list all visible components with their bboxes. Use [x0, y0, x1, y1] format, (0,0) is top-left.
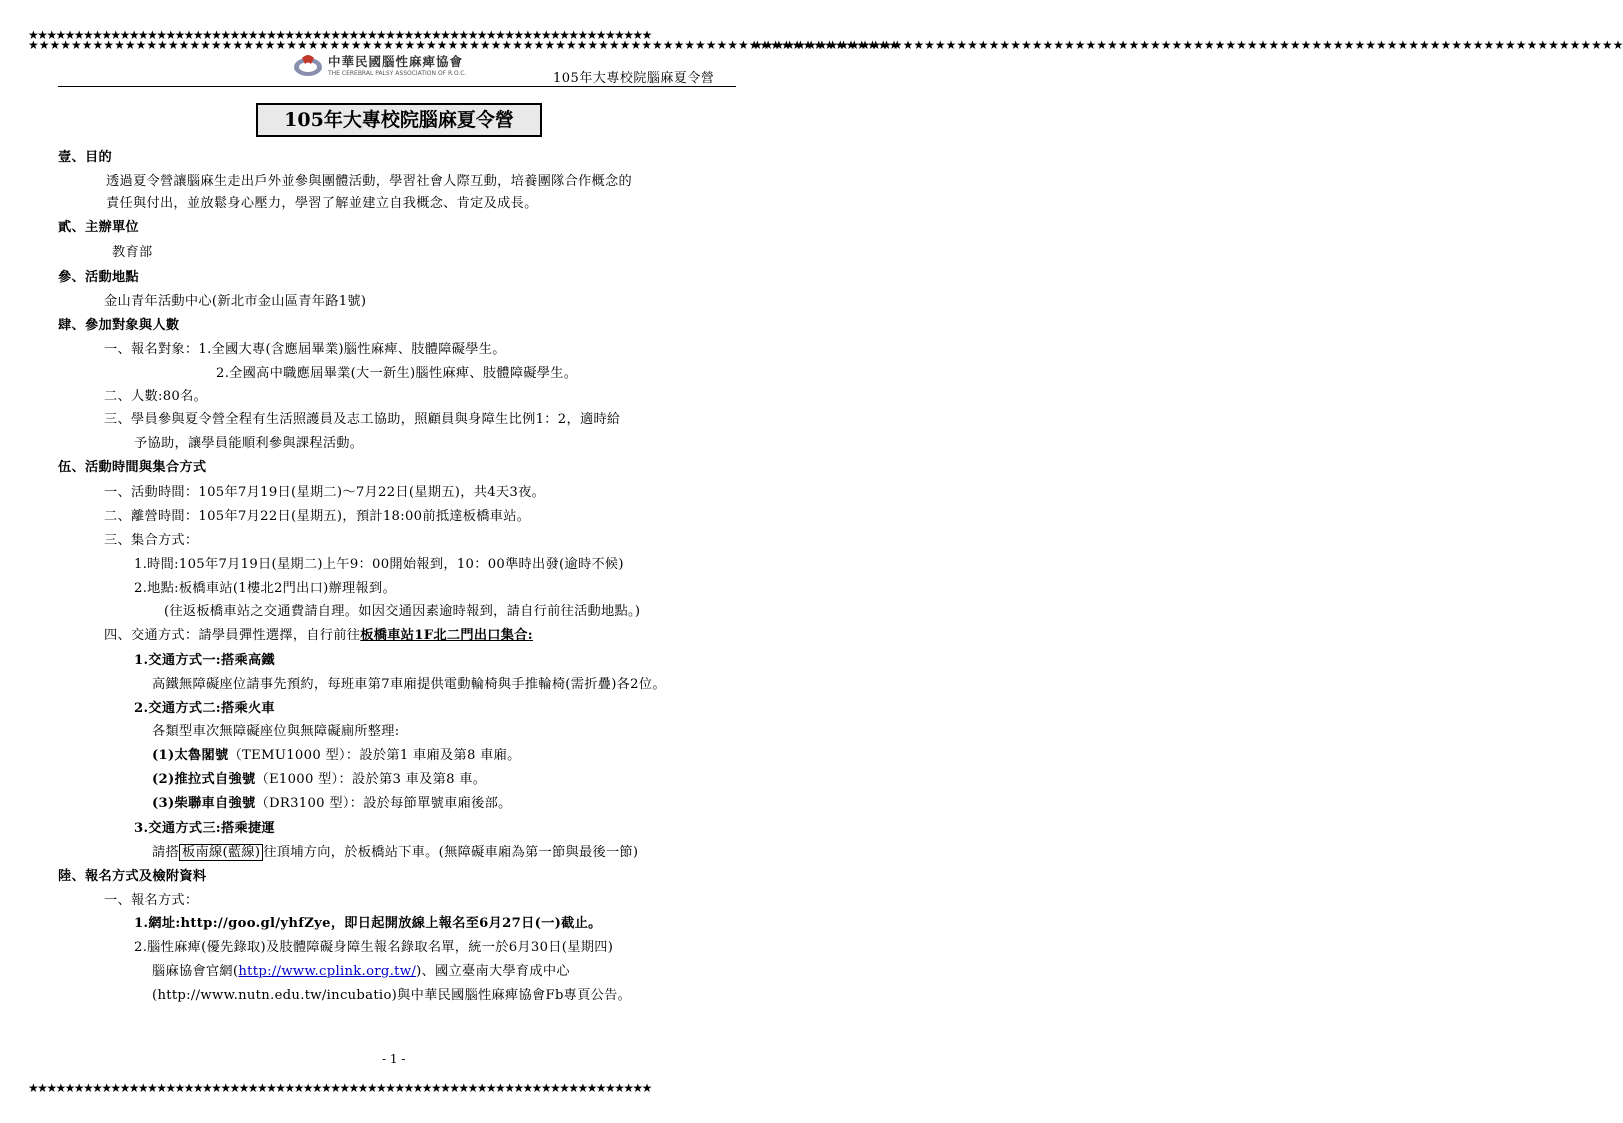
section-4-text: 二、人數:80名。	[104, 389, 208, 404]
org-name-en: THE CEREBRAL PALSY ASSOCIATION OF R.O.C.	[328, 70, 467, 77]
page-border-right: ★★★★★★★★★★★★★★★★★★★★★★★★★★★★★★★★★★★★★★★★★★★★★★★★★★★★★★★★★★★★★★★★★★★★★★★★★★★★★★★★★	[752, 38, 1623, 52]
train-detail: （E1000 型）：設於第3 車及第8 車。	[255, 772, 487, 787]
train-detail: （TEMU1000 型）：設於第1 車廂及第8 車廂。	[228, 748, 521, 763]
section-3-text: 金山青年活動中心(新北市金山區青年路1號)	[104, 294, 367, 309]
transport-intro: 四、交通方式：請學員彈性選擇，自行前往	[104, 628, 361, 643]
section-6-text: 一、報名方式：	[104, 893, 199, 908]
transport-option-1-text: 高鐵無障礙座位請事先預約，每班車第7車廂提供電動輪椅與手推輪椅(需折疊)各2位。	[152, 677, 666, 692]
section-6-text: 2.腦性麻痺(優先錄取)及肢體障礙身障生報名錄取名單，統一於6月30日(星期四)	[134, 940, 614, 955]
section-5-text	[104, 628, 533, 644]
train-name: (3)柴聯車自強號	[152, 796, 256, 811]
section-3-heading: 參、活動地點	[58, 270, 139, 285]
association-logo	[292, 52, 324, 78]
section-2-text: 教育部	[112, 245, 153, 260]
section-5-heading: 伍、活動時間與集合方式	[58, 460, 207, 475]
registration-url-line: 1.網址:http://goo.gl/yhfZye，即日起開放線上報名至6月27日(一)截止。	[134, 916, 602, 931]
mrt-text: 請搭	[152, 845, 179, 860]
section-5-text: 二、離營時間：105年7月22日(星期五)，預計18:00前抵達板橋車站。	[104, 509, 531, 524]
train-item	[152, 796, 512, 812]
transport-option-3-heading: 3.交通方式三:搭乘捷運	[134, 821, 275, 836]
cplink-website-link[interactable]: http://www.cplink.org.tw/	[238, 964, 417, 979]
header-divider	[58, 86, 736, 87]
transport-option-2-text: 各類型車次無障礙座位與無障礙廁所整理:	[152, 724, 400, 739]
section-4-text: 一、報名對象：1.全國大專(含應屆畢業)腦性麻痺、肢體障礙學生。	[104, 342, 506, 357]
org-name-cn: 中華民國腦性麻痺協會	[328, 54, 464, 69]
transport-option-3-text	[152, 845, 638, 861]
page-number: - 1 -	[382, 1052, 406, 1066]
page-border-left: ★★★★★★★★★★★★★★★★★★★★★★★★★★★★★★★★★★★★★★★★★★★★★★★★★★★★★★★★★★★★★★★★★★★★★★★★★★★★★★★★★	[28, 38, 900, 52]
section-1-text: 透過夏令營讓腦麻生走出戶外並參與團體活動，學習社會人際互動，培養團隊合作概念的	[106, 174, 633, 189]
section-4-text: 三、學員參與夏令營全程有生活照護員及志工協助，照顧員與身障生比例1：2，適時給	[104, 412, 621, 427]
section-1-heading: 壹、目的	[58, 150, 112, 165]
document-title: 105年大專校院腦麻夏令營	[256, 103, 542, 137]
link-suffix: )、國立臺南大學育成中心	[416, 964, 570, 979]
section-1-text: 責任與付出，並放鬆身心壓力，學習了解並建立自我概念、肯定及成長。	[106, 196, 538, 211]
page-border-bottom: ★★★★★★★★★★★★★★★★★★★★★★★★★★★★★★★★★★★★★★★★★★★★★★★★★★★★★★★★★★★★★★★★★★★★	[28, 1081, 651, 1095]
transport-option-1-heading: 1.交通方式一:搭乘高鐵	[134, 653, 275, 668]
section-5-text: (往返板橋車站之交通費請自理。如因交通因素逾時報到，請自行前往活動地點。)	[164, 604, 641, 619]
train-item	[152, 772, 486, 788]
transport-option-2-heading: 2.交通方式二:搭乘火車	[134, 701, 275, 716]
section-4-heading: 肆、參加對象與人數	[58, 318, 180, 333]
section-5-text: 一、活動時間：105年7月19日(星期二)～7月22日(星期五)，共4天3夜。	[104, 485, 546, 500]
section-5-text: 1.時間:105年7月19日(星期二)上午9：00開始報到，10：00準時出發(逾時不候)	[134, 557, 624, 572]
section-4-text: 2.全國高中職應屆畢業(大一新生)腦性麻痺、肢體障礙學生。	[216, 366, 578, 381]
section-5-text: 三、集合方式：	[104, 533, 199, 548]
mrt-text: 往頂埔方向，於板橋站下車。(無障礙車廂為第一節與最後一節)	[263, 845, 639, 860]
train-item	[152, 748, 521, 764]
section-2-heading: 貳、主辦單位	[58, 220, 139, 235]
section-6-text: (http://www.nutn.edu.tw/incubatio)與中華民國腦性麻痺協會Fb專頁公告。	[152, 988, 632, 1003]
link-prefix: 腦麻協會官網(	[152, 964, 239, 979]
running-title: 105年大專校院腦麻夏令營	[553, 71, 715, 86]
meeting-point: 板橋車站1F北二門出口集合:	[360, 628, 533, 643]
section-5-text: 2.地點:板橋車站(1樓北2門出口)辦理報到。	[134, 581, 396, 596]
train-name: (1)太魯閣號	[152, 748, 229, 763]
section-4-text: 予協助，讓學員能順利參與課程活動。	[134, 436, 364, 451]
train-detail: （DR3100 型）：設於每節單號車廂後部。	[255, 796, 512, 811]
train-name: (2)推拉式自強號	[152, 772, 256, 787]
mrt-line: 板南線(藍線)	[179, 844, 263, 861]
section-6-text	[152, 964, 570, 980]
page-border-top: ★★★★★★★★★★★★★★★★★★★★★★★★★★★★★★★★★★★★★★★★★★★★★★★★★★★★★★★★★★★★★★★★★★★★	[28, 28, 651, 42]
section-6-heading: 陸、報名方式及檢附資料	[58, 869, 207, 884]
